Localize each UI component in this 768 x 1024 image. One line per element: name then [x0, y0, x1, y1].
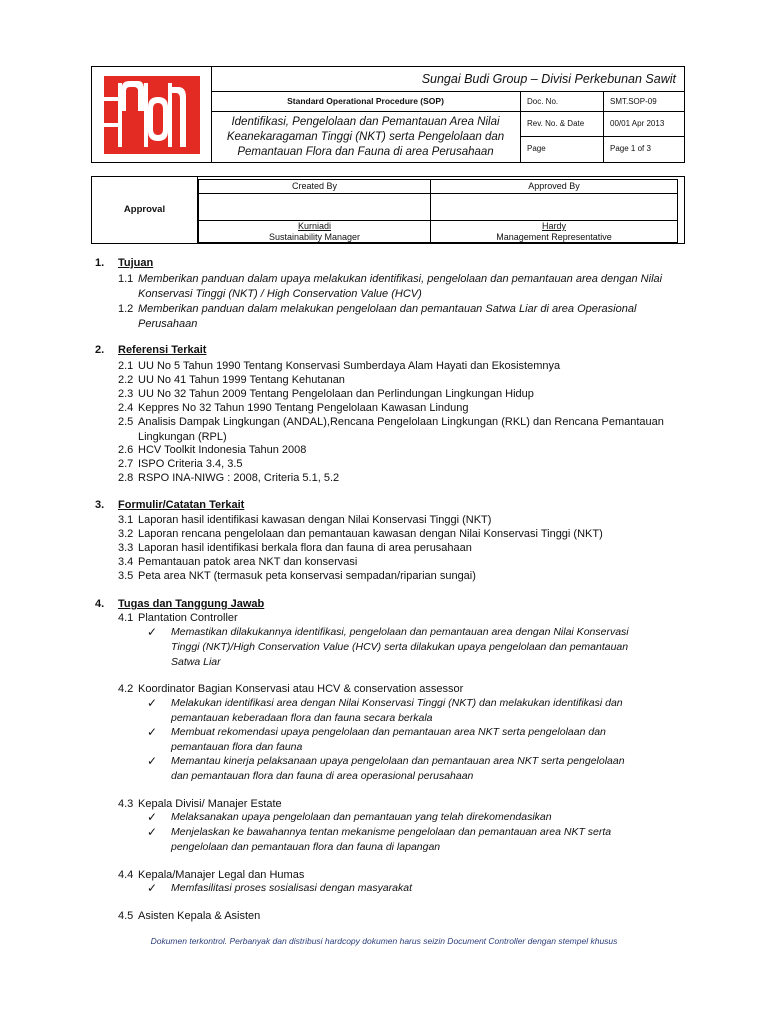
item-number: 2.5 [118, 416, 134, 428]
approver-title: Management Representative [496, 232, 612, 242]
item-text: UU No 32 Tahun 2009 Tentang Pengelolaan dan Perlindungan Lingkungan Hidup [138, 388, 534, 400]
check-item [147, 696, 678, 726]
creator-title: Sustainability Manager [268, 232, 361, 242]
check-text: Memastikan dilakukannya identifikasi, pengelolaan dan pemantauan area dengan Nilai Konservasi [171, 626, 629, 638]
item-number: 2.6 [118, 444, 134, 456]
check-text: Melaksanakan upaya pengelolaan dan pemantauan yang telah direkomendasikan [171, 811, 552, 823]
check-icon: ✓ [147, 725, 158, 739]
subsection-heading [118, 682, 678, 697]
approver-name: Hardy [541, 221, 566, 231]
item-number: 2.4 [118, 402, 134, 414]
item-text: Perusahaan [138, 318, 198, 330]
approval-grid [198, 179, 678, 243]
subsection-heading [118, 611, 678, 626]
item-number: 4.3 [118, 798, 134, 810]
sungai-budi-logo-icon [92, 67, 211, 162]
doc-no-label: Doc. No. [521, 92, 604, 112]
item-number: 2.1 [118, 360, 134, 372]
item-text: Koordinator Bagian Konservasi atau HCV & conservation assessor [138, 683, 464, 695]
list-item [118, 302, 678, 332]
item-number: 4.1 [118, 612, 134, 624]
sop-label: Standard Operational Procedure (SOP) [211, 92, 521, 112]
item-text: Kepala/Manajer Legal dan Humas [138, 869, 305, 881]
item-text: Memberikan panduan dalam melakukan pengelolaan dan pemantauan Satwa Liar di area Operasional [138, 303, 637, 315]
section-heading [95, 257, 153, 269]
item-text: Pemantauan patok area NKT dan konservasi [138, 556, 358, 568]
check-item [147, 625, 678, 670]
company-logo-cell [92, 67, 212, 162]
check-text: Melakukan identifikasi area dengan Nilai Konservasi Tinggi (NKT) dan melakukan identifikasi dan [171, 697, 623, 709]
item-text: Konservasi Tinggi (NKT) / High Conservation Value (HCV) [138, 288, 422, 300]
item-number: 1.2 [118, 303, 134, 315]
list-item [118, 527, 678, 542]
item-number: 2.8 [118, 472, 134, 484]
check-text: pemantauan keberadaan flora dan fauna secara berkala [171, 712, 433, 724]
list-item [118, 569, 678, 584]
list-item [118, 373, 678, 388]
section-number: 2. [95, 344, 105, 356]
sop-title [211, 112, 521, 162]
list-item [118, 387, 678, 402]
check-text: pemantauan flora dan fauna [171, 741, 303, 753]
item-text: UU No 41 Tahun 1999 Tentang Kehutanan [138, 374, 345, 386]
footer-note: Dokumen terkontrol. Perbanyak dan distribusi hardcopy dokumen harus seizin Document Controller dengan stempel khusus [150, 936, 618, 946]
sop-title-line: Keanekaragaman Tinggi (NKT) serta Pengelolaan dan [226, 131, 505, 143]
check-text: dan pemantauan flora dan fauna di area operasional perusahaan [171, 770, 474, 782]
section-number: 4. [95, 598, 105, 610]
check-text: pengelolaan dan pemantauan flora dan fauna di lapangan [171, 841, 441, 853]
item-number: 4.4 [118, 869, 134, 881]
item-number: 3.3 [118, 542, 134, 554]
item-text: Memberikan panduan dalam upaya melakukan identifikasi, pengelolaan dan pemantauan area dengan Nilai [138, 273, 663, 285]
section-title: Formulir/Catatan Terkait [118, 499, 245, 511]
item-number: 4.2 [118, 683, 134, 695]
item-text: Laporan hasil identifikasi berkala flora dan fauna di area perusahaan [138, 542, 472, 554]
section-title: Tujuan [118, 257, 154, 269]
created-by-label: Created By [291, 181, 338, 191]
list-item [118, 513, 678, 528]
check-icon: ✓ [147, 810, 158, 824]
item-text: Analisis Dampak Lingkungan (ANDAL),Rencana Pengelolaan Lingkungan (RKL) dan Rencana Pemantauan [138, 416, 664, 428]
creator-name: Kurniadi [297, 221, 332, 231]
list-item [118, 272, 678, 302]
list-item [118, 457, 678, 472]
rev-value: 00/01 Apr 2013 [604, 112, 685, 137]
approved-by-label: Approved By [528, 181, 580, 191]
list-item [118, 359, 678, 374]
section-title: Tugas dan Tanggung Jawab [118, 598, 265, 610]
check-item [147, 881, 678, 896]
item-number: 3.4 [118, 556, 134, 568]
item-number: 3.1 [118, 514, 134, 526]
page-value: Page 1 of 3 [610, 144, 651, 153]
item-text: Keppres No 32 Tahun 1990 Tentang Pengelolaan Kawasan Lindung [138, 402, 469, 414]
approval-label: Approval [92, 177, 198, 243]
check-icon: ✓ [147, 754, 158, 768]
check-icon: ✓ [147, 881, 158, 895]
check-item [147, 810, 678, 825]
item-number: 2.7 [118, 458, 134, 470]
item-number: 3.5 [118, 570, 134, 582]
rev-label: Rev. No. & Date [521, 112, 604, 137]
item-text: Lingkungan (RPL) [138, 431, 227, 443]
section-title: Referensi Terkait [118, 344, 207, 356]
item-text: Kepala Divisi/ Manajer Estate [138, 798, 282, 810]
list-item [118, 555, 678, 570]
sop-title-line: Pemantauan Flora dan Fauna di area Perusahaan [237, 146, 494, 158]
item-text: HCV Toolkit Indonesia Tahun 2008 [138, 444, 307, 456]
check-item [147, 825, 678, 855]
check-text: Membuat rekomendasi upaya pengelolaan dan pemantauan area NKT serta pengelolaan dan [171, 726, 606, 738]
list-item [118, 415, 678, 445]
item-number: 3.2 [118, 528, 134, 540]
item-text: Asisten Kepala & Asisten [138, 910, 261, 922]
check-item [147, 725, 678, 755]
item-text: Plantation Controller [138, 612, 238, 624]
list-item [118, 401, 678, 416]
item-text: Laporan hasil identifikasi kawasan dengan Nilai Konservasi Tinggi (NKT) [138, 514, 492, 526]
section-heading [95, 598, 264, 610]
list-item [118, 541, 678, 556]
item-text: Laporan rencana pengelolaan dan pemantauan kawasan dengan Nilai Konservasi Tinggi (NKT) [138, 528, 603, 540]
document-header [91, 66, 685, 163]
check-text: Tinggi (NKT)/High Conservation Value (HCV) serta dilakukan upaya pengelolaan dan pemantauan [171, 641, 629, 653]
item-text: ISPO Criteria 3.4, 3.5 [138, 458, 243, 470]
item-number: 4.5 [118, 910, 134, 922]
section-heading [95, 499, 244, 511]
divider [199, 193, 677, 194]
item-text: RSPO INA-NIWG : 2008, Criteria 5.1, 5.2 [138, 472, 340, 484]
section-number: 1. [95, 257, 105, 269]
company-name: Sungai Budi Group – Divisi Perkebunan Sawit [211, 67, 684, 92]
page-label: Page [521, 137, 604, 162]
section-heading [95, 344, 206, 356]
approval-table [91, 176, 685, 244]
item-number: 2.2 [118, 374, 134, 386]
item-number: 2.3 [118, 388, 134, 400]
check-text: Memantau kinerja pelaksanaan upaya pengelolaan dan pemantauan area NKT serta pengelolaan [171, 755, 625, 767]
check-text: Menjelaskan ke bawahannya tentan mekanisme pengelolaan dan pemantauan area NKT serta [171, 826, 612, 838]
item-text: Peta area NKT (termasuk peta konservasi sempadan/riparian sungai) [138, 570, 476, 582]
item-text: UU No 5 Tahun 1990 Tentang Konservasi Sumberdaya Alam Hayati dan Ekosistemnya [138, 360, 561, 372]
check-icon: ✓ [147, 696, 158, 710]
list-item [118, 443, 678, 458]
subsection-heading [118, 909, 678, 924]
check-item [147, 754, 678, 784]
item-number: 1.1 [118, 273, 134, 285]
check-icon: ✓ [147, 625, 158, 639]
check-text: Satwa Liar [171, 656, 221, 668]
section-number: 3. [95, 499, 105, 511]
doc-no-value: SMT.SOP-09 [604, 92, 685, 112]
check-text: Memfasilitasi proses sosialisasi dengan masyarakat [171, 882, 413, 894]
sop-title-line: Identifikasi, Pengelolaan dan Pemantauan Area Nilai [231, 116, 500, 128]
check-icon: ✓ [147, 825, 158, 839]
list-item [118, 471, 678, 486]
